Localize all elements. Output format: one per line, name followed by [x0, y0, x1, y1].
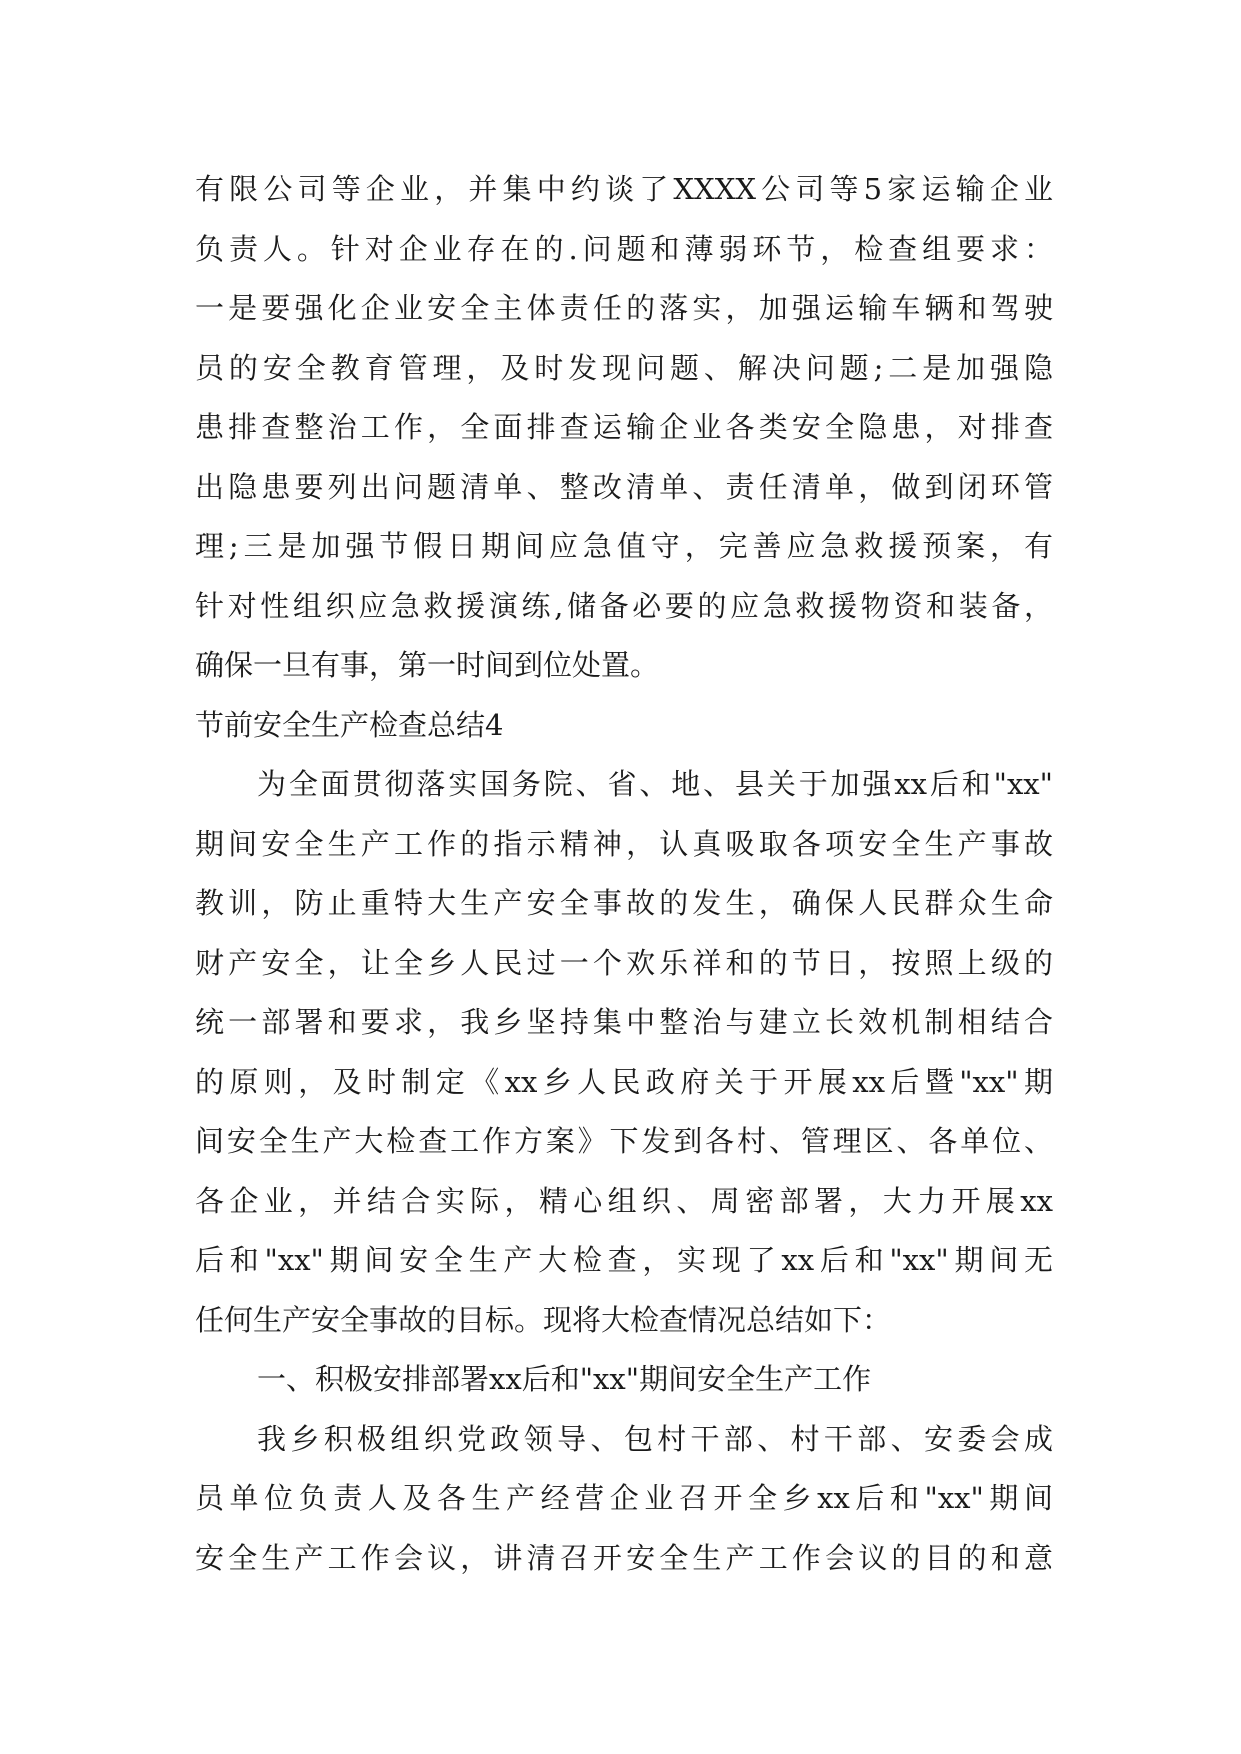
text-line: 期间安全生产工作的指示精神，认真吸取各项安全生产事故: [195, 826, 1053, 861]
text-line: 员的安全教育管理，及时发现问题、解决问题;二是加强隐: [195, 350, 1053, 385]
text-line: 理;三是加强节假日期间应急值守，完善应急救援预案，有: [195, 529, 1053, 563]
subsection-heading: 一、积极安排部署xx后和"xx"期间安全生产工作: [257, 1362, 872, 1396]
text-line: 统一部署和要求，我乡坚持集中整治与建立长效机制相结合: [195, 1005, 1053, 1039]
text-line: 出隐患要列出问题清单、整改清单、责任清单，做到闭环管: [195, 469, 1053, 504]
text-line: 确保一旦有事，第一时间到位处置。: [195, 648, 660, 682]
text-line: 任何生产安全事故的目标。现将大检查情况总结如下：: [195, 1302, 892, 1337]
text-line: 的原则，及时制定《xx乡人民政府关于开展xx后暨"xx"期: [195, 1064, 1053, 1099]
section-heading: 节前安全生产检查总结4: [195, 707, 504, 742]
text-line: 我乡积极组织党政领导、包村干部、村干部、安委会成: [257, 1421, 1053, 1456]
text-line: 各企业，并结合实际，精心组织、周密部署，大力开展xx: [195, 1183, 1053, 1218]
text-line: 后和"xx"期间安全生产大检查，实现了xx后和"xx"期间无: [195, 1243, 1053, 1277]
document-body: [195, 160, 1053, 1588]
text-line: 有限公司等企业，并集中约谈了XXXX公司等5家运输企业: [195, 172, 1053, 206]
text-line: 安全生产工作会议，讲清召开安全生产工作会议的目的和意: [195, 1540, 1053, 1575]
text-line: 间安全生产大检查工作方案》下发到各村、管理区、各单位、: [195, 1124, 1053, 1158]
text-line: 教训，防止重特大生产安全事故的发生，确保人民群众生命: [195, 886, 1053, 920]
text-line: 负责人。针对企业存在的.问题和薄弱环节，检查组要求：: [195, 231, 1053, 266]
text-line: 员单位负责人及各生产经营企业召开全乡xx后和"xx"期间: [195, 1481, 1053, 1515]
text-line: 针对性组织应急救援演练,储备必要的应急救援物资和装备，: [195, 588, 1053, 623]
text-line: 一是要强化企业安全主体责任的落实，加强运输车辆和驾驶: [195, 291, 1053, 325]
text-line: 为全面贯彻落实国务院、省、地、县关于加强xx后和"xx": [257, 767, 1053, 801]
text-line: 患排查整治工作，全面排查运输企业各类安全隐患，对排查: [195, 410, 1053, 444]
text-line: 财产安全，让全乡人民过一个欢乐祥和的节日，按照上级的: [195, 945, 1053, 980]
